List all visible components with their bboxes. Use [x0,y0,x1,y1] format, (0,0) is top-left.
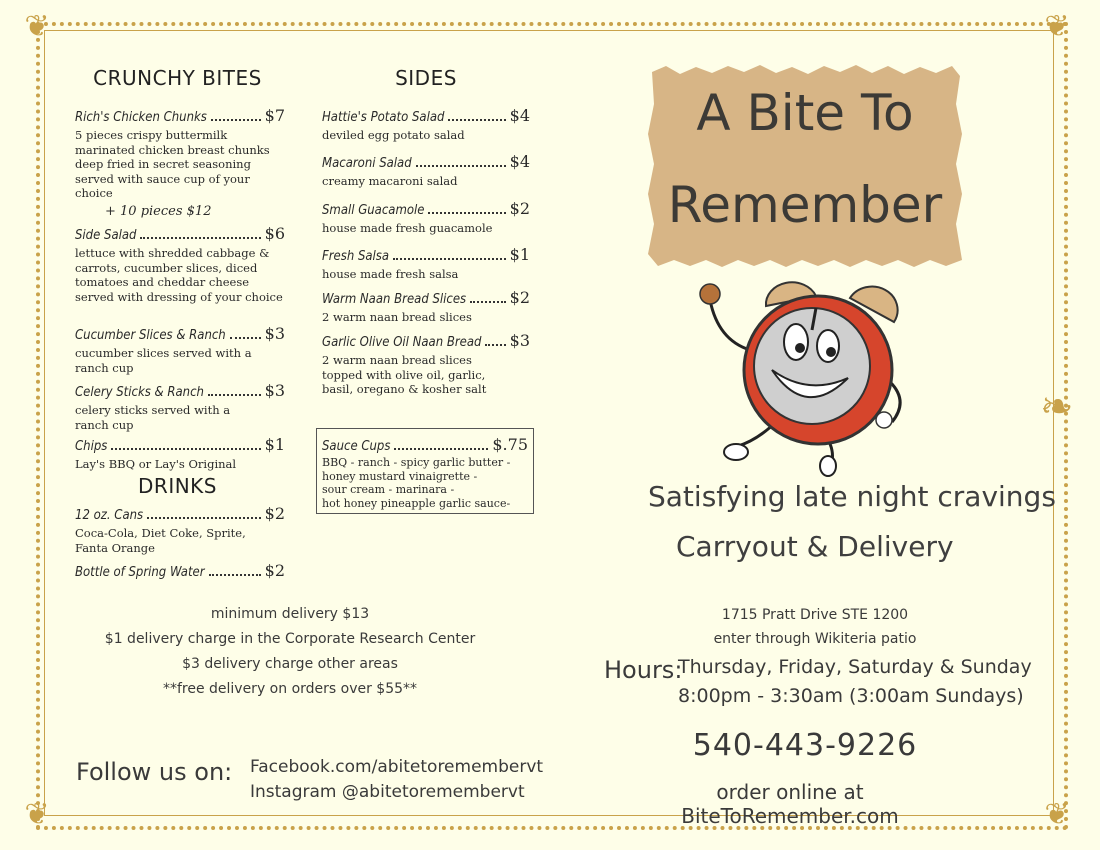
item-price: $2 [509,199,530,218]
item-name: 12 oz. Cans [75,508,144,523]
item-description: house made fresh salsa [322,267,459,281]
item-price: $3 [509,331,530,350]
sauce-cups-box [316,428,534,514]
item-name: Warm Naan Bread Slices [322,292,467,307]
social-links [250,755,543,805]
side-ornament-icon: ❧ [1040,384,1074,430]
item-description: lettuce with shredded cabbage & carrots, cucumber slices, diced tomatoes and cheddar cheese served with dressing of your choice [75,246,283,304]
item-name: Fresh Salsa [322,249,390,264]
item-description: 2 warm naan bread slices topped with olive oil, garlic, basil, oregano & kosher salt [322,353,487,396]
menu-item [322,245,530,282]
item-description: deviled egg potato salad [322,128,465,142]
corner-ornament-icon: ❦ [1044,797,1070,832]
hours-days: Thursday, Friday, Saturday & Sunday [678,656,1032,678]
service-type: Carryout & Delivery [676,530,954,563]
hours [678,653,1032,711]
menu-item [322,288,530,325]
item-price: $2 [264,504,285,523]
item-price: $1 [264,435,285,454]
item-name: Hattie's Potato Salad [322,110,445,125]
item-name: Small Guacamole [322,203,425,218]
delivery-line: **free delivery on orders over $55** [162,681,418,697]
sauce-line: BBQ - ranch - spicy garlic butter - [322,456,511,469]
clock-mascot-icon [688,270,918,480]
item-name: Cucumber Slices & Ranch [75,328,226,343]
item-description: cucumber slices served with a ranch cup [75,346,252,375]
menu-item [75,435,285,472]
item-price: $4 [509,152,530,171]
sauce-line: sour cream - marinara - [322,483,455,496]
section-header-sides: SIDES [395,66,457,90]
order-online-link[interactable]: order online at BiteToRemember.com [681,780,899,828]
menu-item [75,224,285,304]
hours-time: 8:00pm - 3:30am (3:00am Sundays) [678,685,1024,707]
sauce-line: honey mustard vinaigrette - [322,469,478,483]
menu-item [75,324,285,375]
menu-item [75,504,285,555]
menu-item [322,106,530,143]
section-header-drinks: DRINKS [138,474,217,498]
delivery-line: $1 delivery charge in the Corporate Research Center [104,631,476,647]
brand-title-line: A Bite To [696,84,914,142]
item-description: Lay's BBQ or Lay's Original [75,457,237,471]
item-name: Macaroni Salad [322,156,412,171]
item-price: $2 [509,288,530,307]
tagline: Satisfying late night cravings [648,480,1056,513]
item-name: Bottle of Spring Water [75,565,205,580]
item-description: celery sticks served with a ranch cup [75,403,231,432]
menu-item [75,561,285,580]
delivery-info [90,602,490,702]
item-price: $7 [264,106,285,125]
item-price: $3 [264,381,285,400]
menu-item [322,152,530,189]
item-name: Rich's Chicken Chunks [75,110,207,125]
title-banner [646,64,964,268]
address-line: 1715 Pratt Drive STE 1200 [721,607,909,623]
phone-number[interactable]: 540-443-9226 [692,728,918,763]
item-description: house made fresh guacamole [322,221,493,235]
menu-item [75,381,285,432]
sauce-list [322,456,528,510]
item-price: $6 [264,224,285,243]
instagram-link[interactable]: Instagram @abitetoremembervt [250,782,525,802]
item-price: $1 [509,245,530,264]
delivery-line: minimum delivery $13 [210,606,370,622]
item-price: $.75 [492,435,528,454]
menu-item [322,199,530,236]
section-header-crunchy: CRUNCHY BITES [93,66,262,90]
item-price: $2 [264,561,285,580]
corner-ornament-icon: ❦ [1044,9,1070,44]
item-description: 5 pieces crispy buttermilk marinated chicken breast chunks deep fried in secret seasoning served with sauce cup of your choice [75,128,270,200]
hours-label: Hours: [604,656,683,684]
menu-item [322,331,530,397]
address-line: enter through Wikiteria patio [713,631,917,647]
brand-title [646,84,964,234]
item-extra: + 10 pieces $12 [105,203,212,219]
item-description: Coca-Cola, Diet Coke, Sprite, Fanta Orange [75,526,246,555]
brand-title-line: Remember [667,176,943,234]
item-name: Celery Sticks & Ranch [75,385,204,400]
sauce-line: hot honey pineapple garlic sauce- [322,496,511,510]
item-name: Sauce Cups [322,439,391,454]
address [690,603,940,651]
facebook-link[interactable]: Facebook.com/abitetoremembervt [250,757,544,777]
delivery-line: $3 delivery charge other areas [182,656,398,672]
menu-item [75,106,285,219]
item-description: 2 warm naan bread slices [322,310,472,324]
follow-us-label: Follow us on: [76,758,233,786]
item-name: Side Salad [75,228,137,243]
item-description: creamy macaroni salad [322,174,458,188]
item-price: $3 [264,324,285,343]
item-price: $4 [509,106,530,125]
item-name: Garlic Olive Oil Naan Bread [322,335,482,350]
item-name: Chips [75,439,108,454]
corner-ornament-icon: ❦ [24,9,50,44]
corner-ornament-icon: ❦ [24,797,50,832]
